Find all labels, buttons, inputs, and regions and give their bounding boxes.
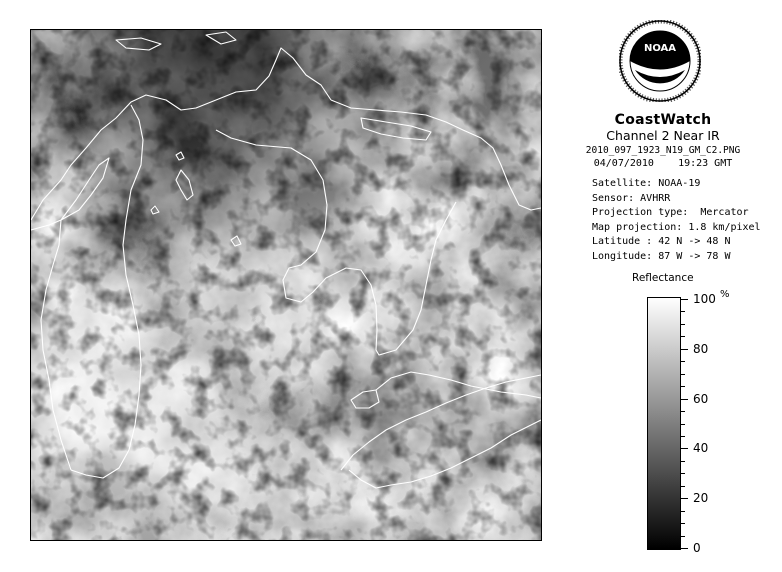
latitude-line: Latitude : 42 N -> 48 N — [592, 236, 731, 248]
map-projection-line: Map projection: 1.8 km/pixel — [592, 221, 761, 233]
scale-tick — [681, 511, 685, 512]
noaa-logo — [619, 20, 701, 102]
scale-tick — [681, 374, 685, 375]
scale-tick — [681, 523, 685, 524]
channel-label: Channel 2 Near IR — [606, 128, 720, 143]
scale-tick — [681, 424, 685, 425]
reflectance-colorbar — [647, 297, 681, 550]
image-info-header — [566, 112, 760, 171]
scale-tick-label: 0 — [693, 541, 701, 555]
scale-tick-label: 100 — [693, 292, 716, 306]
noaa-logo-text: NOAA — [643, 43, 677, 54]
scale-ticks — [681, 292, 741, 555]
scale-tick — [681, 399, 688, 400]
scale-tick — [681, 386, 685, 387]
scale-title: Reflectance — [632, 272, 694, 284]
scale-tick — [681, 411, 685, 412]
scale-tick — [681, 336, 685, 337]
scale-tick-label: 40 — [693, 441, 709, 456]
satellite-image-map — [30, 29, 542, 541]
scale-tick — [681, 498, 688, 499]
colorbar-gradient — [648, 298, 680, 549]
noaa-seagull-logo-icon — [619, 20, 701, 102]
longitude-line: Longitude: 87 W -> 78 W — [592, 250, 731, 262]
scale-tick — [681, 311, 685, 312]
projection-type-line: Projection type: Mercator — [592, 207, 749, 219]
sensor-line: Sensor: AVHRR — [592, 192, 671, 204]
time-value: 19:23 GMT — [678, 158, 733, 169]
brand-title: CoastWatch — [614, 112, 712, 128]
scale-tick-label: 20 — [693, 491, 709, 506]
scale-tick — [681, 361, 685, 362]
satellite-image-svg — [31, 30, 541, 540]
scale-tick — [681, 486, 685, 487]
scale-tick — [681, 349, 688, 350]
scale-tick-label: 60 — [693, 391, 709, 406]
satellite-line: Satellite: NOAA-19 — [592, 178, 701, 189]
image-metadata — [592, 177, 761, 265]
date-value: 04/07/2010 — [593, 158, 654, 169]
scale-unit: % — [720, 289, 730, 300]
scale-tick — [681, 536, 685, 537]
scale-tick-label: 80 — [693, 341, 709, 356]
date-time — [566, 157, 760, 171]
scale-tick — [681, 299, 688, 300]
file-name: 2010_097_1923_N19_GM_C2.PNG — [585, 145, 741, 156]
scale-tick — [681, 461, 685, 462]
cloud-texture — [31, 30, 541, 540]
scale-tick — [681, 448, 688, 449]
scale-tick — [681, 436, 685, 437]
scale-tick — [681, 473, 685, 474]
scale-tick — [681, 324, 685, 325]
scale-tick — [681, 548, 688, 549]
